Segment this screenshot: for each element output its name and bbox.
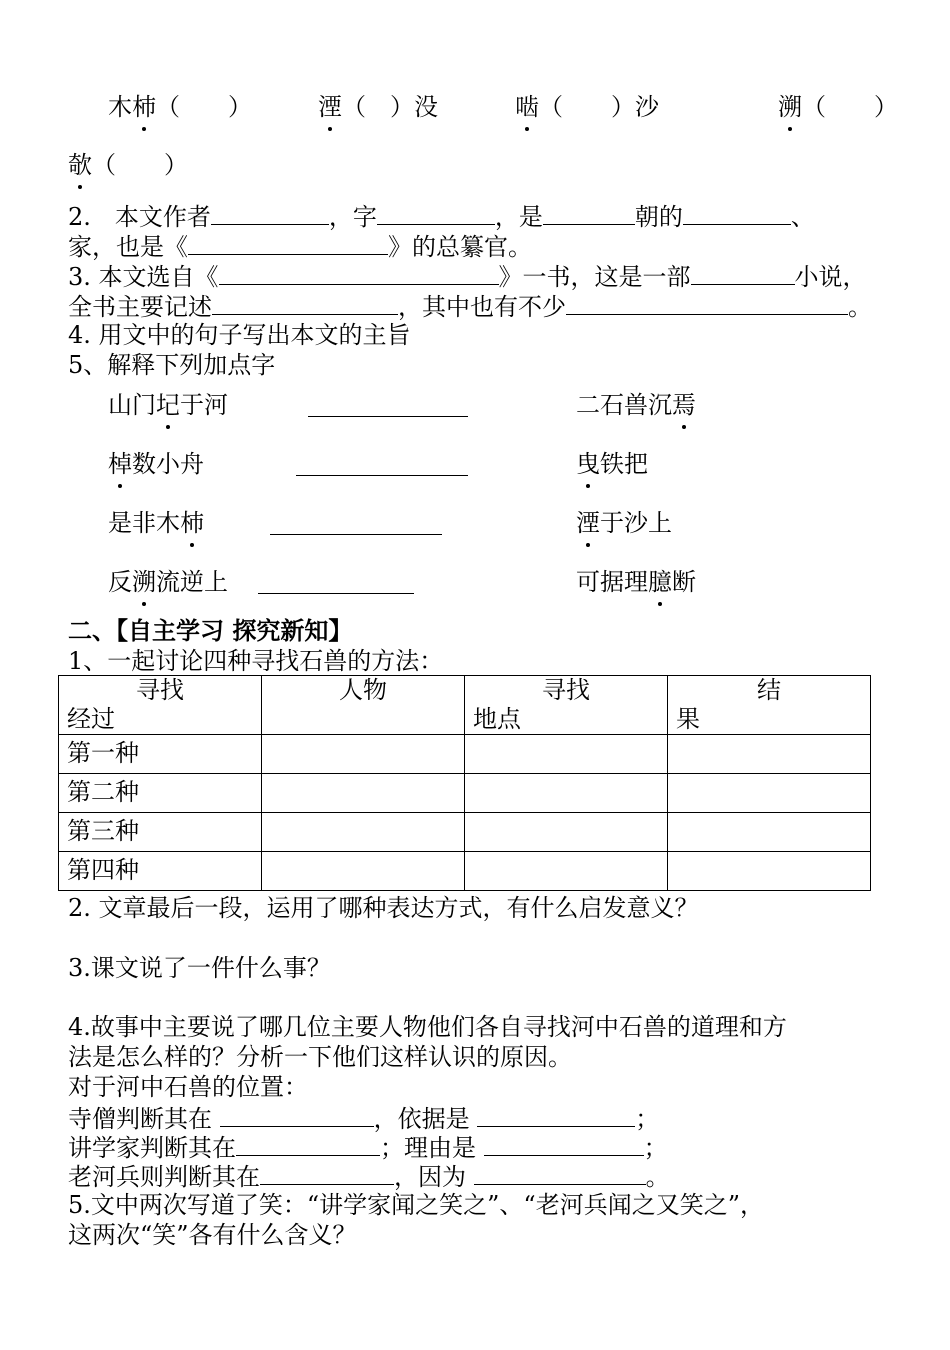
position-title: 对于河中石兽的位置： (68, 1073, 308, 1101)
monk-line: 寺僧判断其在 ，依据是 ； (68, 1102, 659, 1134)
table-row (59, 774, 871, 813)
answer-blank[interactable] (566, 290, 848, 315)
section-2-question-3: 3.课文说了一件什么事？ (68, 954, 331, 982)
dotted-char: 杮 (132, 93, 156, 121)
table-cell[interactable] (668, 774, 871, 813)
pinyin-item-2 (318, 92, 438, 122)
table-row-label: 第三种 (59, 813, 262, 852)
scholar-line: 讲学家判断其在 ；理由是 ； (68, 1131, 668, 1163)
answer-blank[interactable] (691, 260, 795, 285)
explain-item: 二石兽沉焉 (576, 391, 696, 419)
answer-blank[interactable] (211, 200, 329, 225)
answer-blank[interactable] (219, 260, 499, 285)
dotted-char: 圮 (156, 391, 180, 419)
table-header-cell: 人物 (262, 676, 465, 735)
section-2-title: 二、【自主学习 探究新知】 (68, 616, 353, 645)
table-row (59, 813, 871, 852)
pinyin-item-4 (778, 92, 898, 122)
methods-table (58, 675, 871, 891)
table-cell[interactable] (668, 852, 871, 891)
answer-blank[interactable] (236, 1131, 380, 1156)
pinyin-blank: （ ） (802, 93, 898, 121)
pinyin-blank: （ ） (156, 93, 252, 121)
table-cell[interactable] (668, 813, 871, 852)
question-4: 4. 用文中的句子写出本文的主旨 (68, 321, 411, 349)
table-cell[interactable] (262, 774, 465, 813)
table-cell[interactable] (465, 852, 668, 891)
pinyin-pre: 木 (108, 93, 132, 121)
table-row-label: 第二种 (59, 774, 262, 813)
answer-blank[interactable] (308, 392, 468, 417)
question-3-line-2: 全书主要记述 ，其中也有不少 。 (68, 290, 872, 322)
answer-blank[interactable] (543, 200, 635, 225)
pinyin-blank: （ ）没 (342, 93, 438, 121)
table-row (59, 852, 871, 891)
answer-blank[interactable] (296, 451, 468, 476)
dotted-char: 杮 (180, 509, 204, 537)
pinyin-item-5 (68, 150, 188, 180)
dotted-char: 湮 (318, 93, 342, 121)
table-cell[interactable] (262, 813, 465, 852)
section-2-question-5-line-2: 这两次“笑”各有什么含义？ (68, 1221, 357, 1249)
explain-item: 山门圮于河 (108, 391, 228, 419)
dotted-char: 焉 (672, 391, 696, 419)
explain-item: 棹数小舟 (108, 450, 204, 478)
table-cell[interactable] (262, 852, 465, 891)
table-row (59, 735, 871, 774)
explain-item: 是非木杮 (108, 509, 204, 537)
dotted-char: 溯 (778, 93, 802, 121)
dotted-char: 湮 (576, 509, 600, 537)
dotted-char: 欹 (68, 151, 92, 179)
answer-blank[interactable] (188, 230, 388, 255)
dotted-char: 啮 (515, 93, 539, 121)
answer-blank[interactable] (270, 510, 442, 535)
section-2-question-5-line-1: 5.文中两次写道了笑：“讲学家闻之笑之”、“老河兵闻之又笑之”， (68, 1191, 764, 1219)
dotted-char: 臆 (648, 568, 672, 596)
section-2-question-1: 1、一起讨论四种寻找石兽的方法： (68, 647, 444, 675)
dotted-char: 溯 (132, 568, 156, 596)
table-cell[interactable] (465, 735, 668, 774)
table-cell[interactable] (465, 813, 668, 852)
section-2-question-4-line-2: 法是怎么样的？分析一下他们这样认识的原因。 (68, 1043, 572, 1071)
section-2-question-2: 2. 文章最后一段，运用了哪种表达方式，有什么启发意义？ (68, 894, 699, 922)
soldier-line: 老河兵则判断其在 ，因为 。 (68, 1160, 670, 1192)
pinyin-item-3 (515, 92, 659, 122)
table-header-cell: 寻找 地点 (465, 676, 668, 735)
explain-item: 湮于沙上 (576, 509, 672, 537)
answer-blank[interactable] (377, 200, 495, 225)
question-2-line-1: 2. 本文作者 ，字 ，是 朝的 、 (68, 200, 815, 232)
explain-item: 可据理臆断 (576, 568, 696, 596)
explain-item: 曳铁把 (576, 450, 648, 478)
pinyin-item-1 (108, 92, 252, 122)
explain-item: 反溯流逆上 (108, 568, 228, 596)
table-cell[interactable] (668, 735, 871, 774)
answer-blank[interactable] (212, 290, 398, 315)
question-2-line-2: 家，也是《 》的总纂官。 (68, 230, 532, 262)
dotted-char: 曳 (576, 450, 600, 478)
pinyin-blank: （ ）沙 (539, 93, 659, 121)
answer-blank[interactable] (477, 1102, 635, 1127)
answer-blank[interactable] (258, 569, 414, 594)
pinyin-blank: （ ） (92, 151, 188, 179)
table-header-cell: 结 果 (668, 676, 871, 735)
table-header-cell: 寻找 经过 (59, 676, 262, 735)
question-5: 5、解释下列加点字 (68, 351, 276, 379)
answer-blank[interactable] (260, 1160, 394, 1185)
section-2-question-4-line-1: 4.故事中主要说了哪几位主要人物他们各自寻找河中石兽的道理和方 (68, 1013, 787, 1041)
table-cell[interactable] (262, 735, 465, 774)
answer-blank[interactable] (220, 1102, 374, 1127)
table-header-row (59, 676, 871, 735)
dotted-char: 棹 (108, 450, 132, 478)
table-row-label: 第一种 (59, 735, 262, 774)
table-row-label: 第四种 (59, 852, 262, 891)
answer-blank[interactable] (484, 1131, 644, 1156)
question-3-line-1: 3. 本文选自《 》一书，这是一部 小说， (68, 260, 867, 292)
answer-blank[interactable] (474, 1160, 646, 1185)
table-cell[interactable] (465, 774, 668, 813)
answer-blank[interactable] (683, 200, 791, 225)
